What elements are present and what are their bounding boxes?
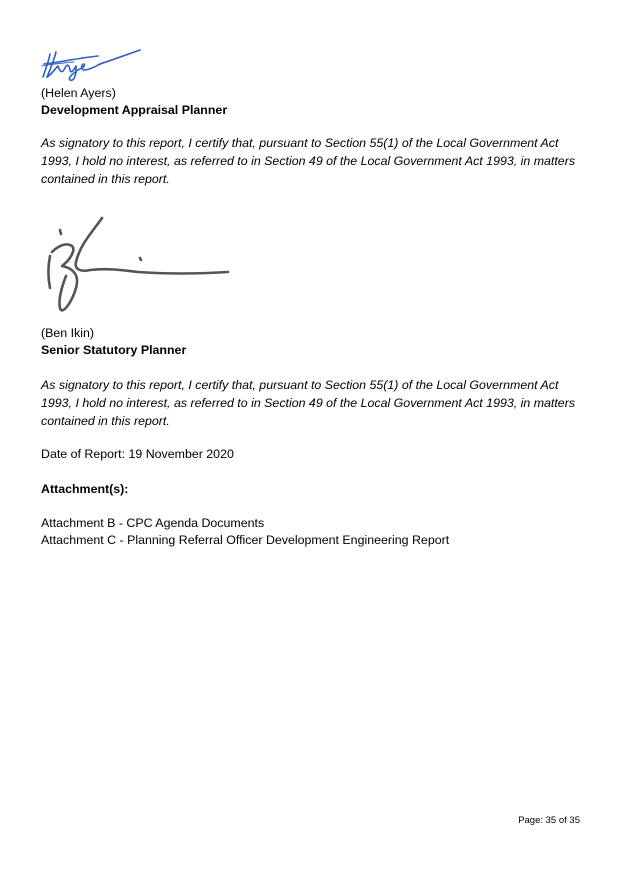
signatory-2-certification — [41, 376, 586, 430]
certification-line: contained in this report. — [41, 414, 170, 428]
report-date: Date of Report: 19 November 2020 — [41, 447, 234, 461]
attachments-heading: Attachment(s): — [41, 482, 129, 496]
attachment-item: Attachment B - CPC Agenda Documents — [41, 516, 265, 530]
signatory-2-name: (Ben Ikin) — [41, 326, 95, 340]
certification-line: 1993, I hold no interest, as referred to in Section 49 of the Local Government Act 1993, in matters — [41, 396, 576, 410]
signature-helen-ayers — [40, 44, 145, 84]
signatory-1-title: Development Appraisal Planner — [41, 103, 228, 117]
certification-line: As signatory to this report, I certify that, pursuant to Section 55(1) of the Local Government Act — [41, 378, 559, 392]
signatory-1-certification — [41, 134, 586, 188]
attachment-item: Attachment C - Planning Referral Officer Development Engineering Report — [41, 533, 450, 547]
certification-line: As signatory to this report, I certify that, pursuant to Section 55(1) of the Local Government Act — [41, 136, 559, 150]
signatory-1-name: (Helen Ayers) — [41, 86, 116, 100]
handwritten-signature-icon — [46, 212, 231, 322]
certification-line: contained in this report. — [41, 172, 170, 186]
signatory-2-title: Senior Statutory Planner — [41, 343, 187, 357]
signature-ben-ikin — [46, 212, 231, 322]
handwritten-signature-icon — [40, 44, 145, 84]
page-number: Page: 35 of 35 — [518, 815, 580, 826]
certification-line: 1993, I hold no interest, as referred to in Section 49 of the Local Government Act 1993, in matters — [41, 154, 576, 168]
